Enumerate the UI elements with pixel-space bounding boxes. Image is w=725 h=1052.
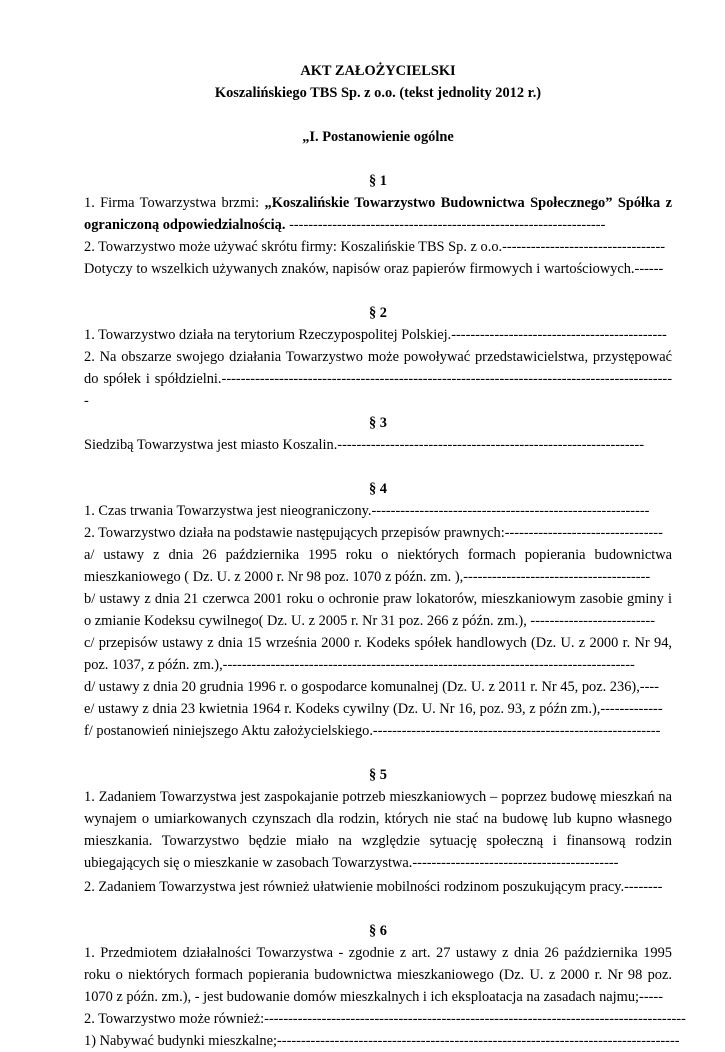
section-6-paragraph-3: 1) Nabywać budynki mieszkalne;------------------------------------------------------------------------------------ [84, 1033, 680, 1049]
section-6-paragraph-2: 2. Towarzystwo może również:---------------------------------------------------------------------------------------- [84, 1011, 686, 1027]
section-1-paragraph-1 [84, 192, 672, 236]
section-4-item-b: b/ ustawy z dnia 21 czerwca 2001 roku o ochronie praw lokatorów, mieszkaniowym zasobie gminy i o zmianie Kodeksu cywilnego( Dz. U. z 2005 r. Nr 31 poz. 266 z późn. zm.), -------------------------- [84, 591, 672, 629]
section-6-heading: § 6 [369, 923, 387, 939]
chapter-heading: „I. Postanowienie ogólne [302, 129, 454, 145]
section-1-p1-fill: ------------------------------------------------------------------ [285, 217, 606, 233]
section-1-paragraph-3: Dotyczy to wszelkich używanych znaków, napisów oraz papierów firmowych i wartościowych.------ [84, 261, 664, 277]
section-4-heading: § 4 [369, 481, 387, 497]
section-2-paragraph-1: 1. Towarzystwo działa na terytorium Rzeczypospolitej Polskiej.--------------------------------------------- [84, 327, 667, 343]
section-5-paragraph-1: 1. Zadaniem Towarzystwa jest zaspokajanie potrzeb mieszkaniowych – poprzez budowę mieszkań na wynajem o umiarkowanych czynszach dla rodzin, których nie stać na budowę lub kupno własnego mieszkania. Towarzystwo będzie miało na względzie sytuację społeczną i finansową rodzin ubiegających się o mieszkanie w zasobach Towarzystwa.------------------------------------------- [84, 789, 672, 871]
document-subtitle: Koszalińskiego TBS Sp. z o.o. (tekst jednolity 2012 r.) [214, 85, 542, 101]
section-4-item-a: a/ ustawy z dnia 26 października 1995 roku o niektórych formach popierania budownictwa mieszkaniowego ( Dz. U. z 2000 r. Nr 98 poz. 1070 z późn. zm. ),--------------------------------------- [84, 547, 672, 585]
company-name: „Koszalińskie Towarzystwo Budownictwa Społecznego” Spółka z ograniczoną odpowiedzialnością. [84, 195, 672, 233]
section-2-heading: § 2 [369, 305, 387, 321]
section-1-p1-lead: 1. Firma Towarzystwa brzmi: [84, 195, 265, 211]
section-2-paragraph-2: 2. Na obszarze swojego działania Towarzystwo może powoływać przedstawicielstwa, przystępować do spółek i spółdzielni.----------------------------------------------------------------------------------------------- [84, 349, 672, 409]
section-4-item-f: f/ postanowień niniejszego Aktu założycielskiego.------------------------------------------------------------ [84, 723, 661, 739]
section-1-heading: § 1 [369, 173, 387, 189]
document-title: AKT ZAŁOŻYCIELSKI [300, 63, 456, 79]
section-4-item-e: e/ ustawy z dnia 23 kwietnia 1964 r. Kodeks cywilny (Dz. U. Nr 16, poz. 93, z późn zm.),------------- [84, 701, 663, 717]
document-body [84, 60, 686, 1052]
section-4-paragraph-1: 1. Czas trwania Towarzystwa jest nieograniczony.---------------------------------------------------------- [84, 503, 650, 519]
section-3-paragraph-1: Siedzibą Towarzystwa jest miasto Koszalin.---------------------------------------------------------------- [84, 437, 645, 453]
section-4-item-d: d/ ustawy z dnia 20 grudnia 1996 r. o gospodarce komunalnej (Dz. U. z 2011 r. Nr 45, poz. 236),---- [84, 679, 659, 695]
section-6-paragraph-1: 1. Przedmiotem działalności Towarzystwa - zgodnie z art. 27 ustawy z dnia 26 października 1995 roku o niektórych formach popierania budownictwa mieszkaniowego (Dz. U. z 2000 r. Nr 98 poz. 1070 z późn. zm.), - jest budowanie domów mieszkalnych i ich eksploatacja na zasadach najmu;----- [84, 945, 672, 1005]
section-4-item-c: c/ przepisów ustawy z dnia 15 września 2000 r. Kodeks spółek handlowych (Dz. U. z 2000 r. Nr 94, poz. 1037, z późn. zm.),-------------------------------------------------------------------------------------- [84, 635, 672, 673]
section-1-paragraph-2: 2. Towarzystwo może używać skrótu firmy: Koszalińskie TBS Sp. z o.o.---------------------------------- [84, 239, 666, 255]
section-4-paragraph-2: 2. Towarzystwo działa na podstawie następujących przepisów prawnych:--------------------------------- [84, 525, 663, 541]
section-5-heading: § 5 [369, 767, 387, 783]
section-3-heading: § 3 [369, 415, 387, 431]
section-5-paragraph-2: 2. Zadaniem Towarzystwa jest również ułatwienie mobilności rodzinom poszukującym pracy.-------- [84, 879, 663, 895]
